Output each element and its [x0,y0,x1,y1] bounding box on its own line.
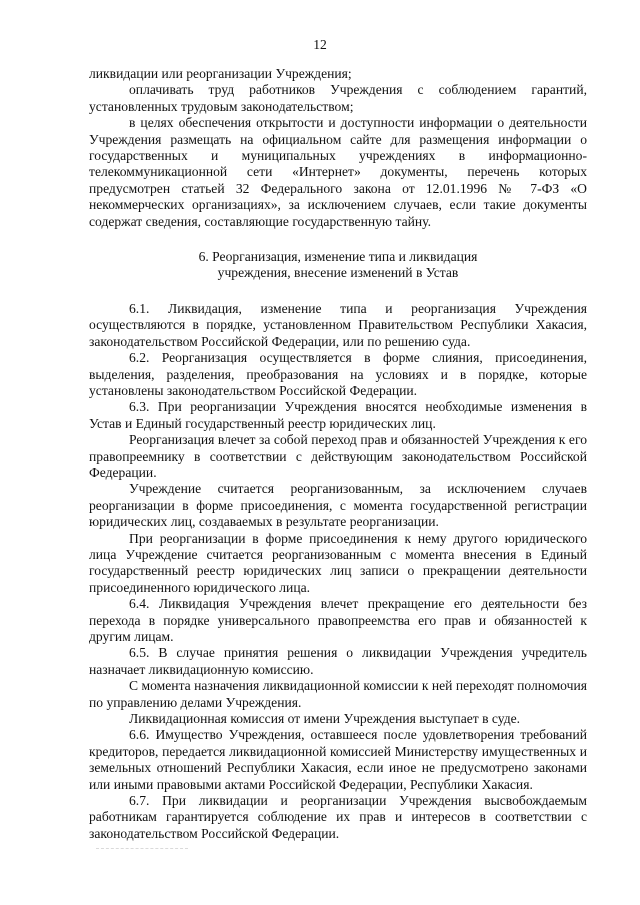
paragraph-6-2: 6.2. Реорганизация осуществляется в форме слияния, присоединения, выделения, разделения, преобразования на условиях и в порядке, которые установлены законодательством Российской Федерации. [89,350,587,398]
paragraph: С момента назначения ликвидационной комиссии к ней переходят полномочия по управлению делами Учреждения. [89,678,587,710]
paragraph: ликвидации или реорганизации Учреждения; [89,66,352,81]
paragraph: При реорганизации в форме присоединения к нему другого юридического лица Учреждение считается реорганизованным с момента внесения в Единый государственный реестр юридических лиц записи о прекращении деятельности присоединенного юридического лица. [89,530,587,595]
paragraph-6-7: 6.7. При ликвидации и реорганизации Учреждения высвобождаемым работникам гарантируется соблюдение их прав и интересов в соответствии с законодательством Российской Федерации. [89,793,587,841]
paragraph: Учреждение считается реорганизованным, за исключением случаев реорганизации в форме присоединения, с момента государственной регистрации юридических лиц, создаваемых в результате реорганизации. [89,481,587,530]
paragraph: Реорганизация влечет за собой переход прав и обязанностей Учреждения к его правопреемнику в соответствии с действующим законодательством Российской Федерации. [89,432,587,480]
section-title-line-2: учреждения, внесение изменений в Устав [217,265,459,281]
paragraph-6-1: 6.1. Ликвидация, изменение типа и реорганизация Учреждения осуществляются в порядке, установленном Правительством Республики Хакасия, законодательством Российской Федерации, или по решению суда. [89,300,587,349]
section-title-line-1: 6. Реорганизация, изменение типа и ликвидация [198,249,478,265]
paragraph-6-6: 6.6. Имущество Учреждения, оставшееся после удовлетворения требований кредиторов, передается ликвидационной комиссией Министерству имущественных и земельных отношений Республики Хакасия, если иное не предусмотрено законами или иными правовыми актами Российской Федерации, Республики Хакасия. [89,727,587,792]
page-number: 12 [313,37,327,52]
paragraph-6-3: 6.3. При реорганизации Учреждения вносятся необходимые изменения в Устав и Единый государственный реестр юридических лиц. [89,399,587,431]
document-body [89,66,587,842]
paragraph: Ликвидационная комиссия от имени Учреждения выступает в суде. [129,711,521,727]
paragraph: оплачивать труд работников Учреждения с соблюдением гарантий, установленных трудовым законодательством; [89,82,587,114]
scan-smudge [96,848,188,865]
section-heading [89,249,587,282]
paragraph-6-5: 6.5. В случае принятия решения о ликвидации Учреждения учредитель назначает ликвидационную комиссию. [89,645,587,677]
paragraph: в целях обеспечения открытости и доступности информации о деятельности Учреждения размещать на официальном сайте для размещения информации о государственных и муниципальных учреждениях в информационно-телекоммуникационной сети «Интернет» документы, перечень которых предусмотрен статьей 32 Федерального закона от 12.01.1996 № 7-ФЗ «О некоммерческих организациях», за исключением случаев, если такие документы содержат сведения, составляющие государственную тайну. [89,115,587,229]
paragraph-6-4: 6.4. Ликвидация Учреждения влечет прекращение его деятельности без перехода в порядке универсального правопреемства его прав и обязанностей к другим лицам. [89,596,587,644]
